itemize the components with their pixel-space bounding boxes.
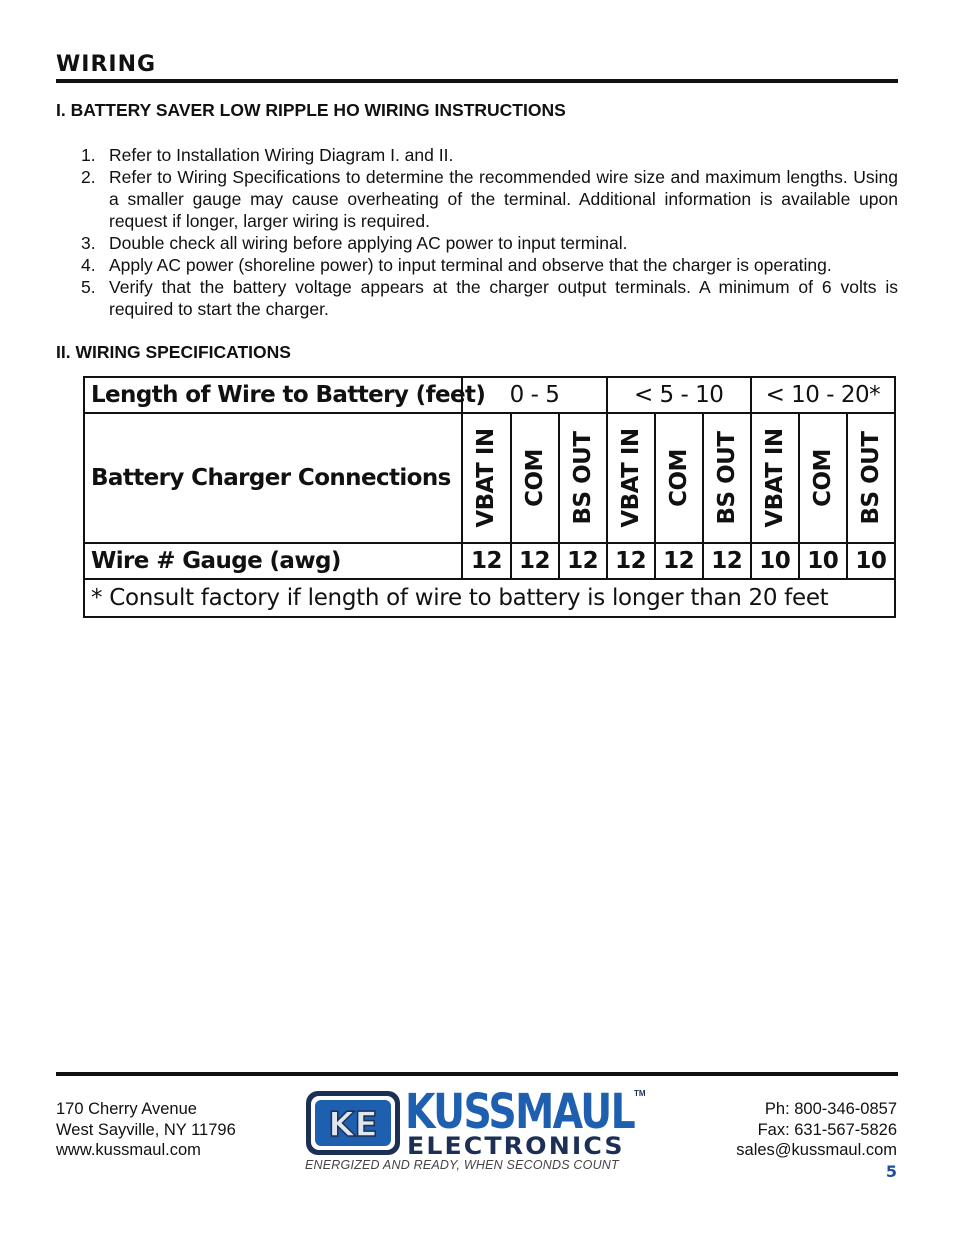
- website-link[interactable]: www.kussmaul.com: [56, 1141, 201, 1159]
- connection-label: VBAT IN: [761, 428, 788, 528]
- connections-label: Battery Charger Connections: [84, 413, 462, 543]
- email-link[interactable]: sales@kussmaul.com: [736, 1141, 897, 1159]
- gauge-value: 12: [703, 543, 751, 579]
- ke-badge-icon: [305, 1090, 401, 1156]
- connection-label: BS OUT: [713, 431, 740, 525]
- step-text: Apply AC power (shoreline power) to input terminal and observe that the charger is operating.: [109, 255, 832, 275]
- page-section-title: WIRING: [56, 52, 157, 77]
- connection-label: COM: [665, 449, 692, 507]
- step-text: Refer to Installation Wiring Diagram I. and II.: [109, 145, 454, 165]
- logo-wordmark: KUSSMAUL: [405, 1084, 635, 1140]
- step-number: 5.: [81, 277, 96, 297]
- gauge-value: 12: [655, 543, 703, 579]
- connection-cell: [462, 413, 510, 543]
- connection-cell: [751, 413, 799, 543]
- fax-number: Fax: 631-567-5826: [757, 1120, 897, 1139]
- connection-cell: [799, 413, 847, 543]
- connection-label: COM: [521, 449, 548, 507]
- step-number: 2.: [81, 167, 96, 187]
- table-footnote: * Consult factory if length of wire to battery is longer than 20 feet: [84, 579, 895, 617]
- connection-label: BS OUT: [569, 431, 596, 525]
- address-city: West Sayville, NY 11796: [56, 1120, 236, 1139]
- gauge-value: 10: [799, 543, 847, 579]
- connection-label: BS OUT: [857, 431, 884, 525]
- instructions-heading: I. BATTERY SAVER LOW RIPPLE HO WIRING INSTRUCTIONS: [56, 100, 566, 120]
- address-street: 170 Cherry Avenue: [56, 1100, 197, 1118]
- connection-cell: [703, 413, 751, 543]
- connection-cell: [607, 413, 655, 543]
- list-item: [56, 232, 898, 254]
- logo-subtitle: ELECTRONICS: [407, 1132, 625, 1160]
- connection-cell: [559, 413, 607, 543]
- gauge-value: 12: [559, 543, 607, 579]
- step-number: 4.: [81, 255, 96, 275]
- table-row: [84, 543, 895, 579]
- range-10-20: < 10 - 20*: [751, 377, 895, 413]
- table-row: [84, 413, 895, 543]
- connection-cell: [847, 413, 895, 543]
- step-text: Double check all wiring before applying AC power to input terminal.: [109, 233, 628, 253]
- gauge-value: 10: [847, 543, 895, 579]
- step-text: Refer to Wiring Specifications to determine the recommended wire size and maximum lengths. Using a smaller gauge may cause overheating of the terminal. Additional information is available upon request if longer, larger wiring is required.: [109, 167, 898, 231]
- step-number: 1.: [81, 145, 96, 165]
- step-number: 3.: [81, 233, 96, 253]
- gauge-value: 12: [462, 543, 510, 579]
- footer-divider: [56, 1072, 898, 1076]
- logo-tagline: ENERGIZED AND READY, WHEN SECONDS COUNT: [305, 1158, 619, 1172]
- trademark-mark: TM: [634, 1089, 646, 1098]
- connection-cell: [511, 413, 559, 543]
- gauge-value: 12: [607, 543, 655, 579]
- wiring-spec-table: [83, 376, 896, 618]
- length-label: Length of Wire to Battery (feet): [84, 377, 462, 413]
- gauge-value: 12: [511, 543, 559, 579]
- gauge-value: 10: [751, 543, 799, 579]
- list-item: [56, 276, 898, 320]
- table-row: [84, 579, 895, 617]
- connection-label: VBAT IN: [617, 428, 644, 528]
- list-item: [56, 254, 898, 276]
- gauge-label: Wire # Gauge (awg): [84, 543, 462, 579]
- company-logo: [304, 1084, 646, 1178]
- footer-address: [56, 1099, 236, 1161]
- phone-number: Ph: 800-346-0857: [764, 1100, 897, 1118]
- specifications-heading: II. WIRING SPECIFICATIONS: [56, 342, 291, 362]
- range-0-5: 0 - 5: [462, 377, 606, 413]
- range-5-10: < 5 - 10: [607, 377, 751, 413]
- page-number: 5: [885, 1162, 897, 1181]
- connection-label: COM: [809, 449, 836, 507]
- connection-cell: [655, 413, 703, 543]
- list-item: [56, 144, 898, 166]
- instructions-list: [56, 144, 898, 320]
- connection-label: VBAT IN: [473, 428, 500, 528]
- list-item: [56, 166, 898, 232]
- step-text: Verify that the battery voltage appears at the charger output terminals. A minimum of 6 volts is required to start the charger.: [109, 277, 898, 319]
- badge-text: KE: [328, 1105, 378, 1145]
- top-divider: [56, 79, 898, 83]
- footer-contact: [736, 1099, 897, 1161]
- table-row: [84, 377, 895, 413]
